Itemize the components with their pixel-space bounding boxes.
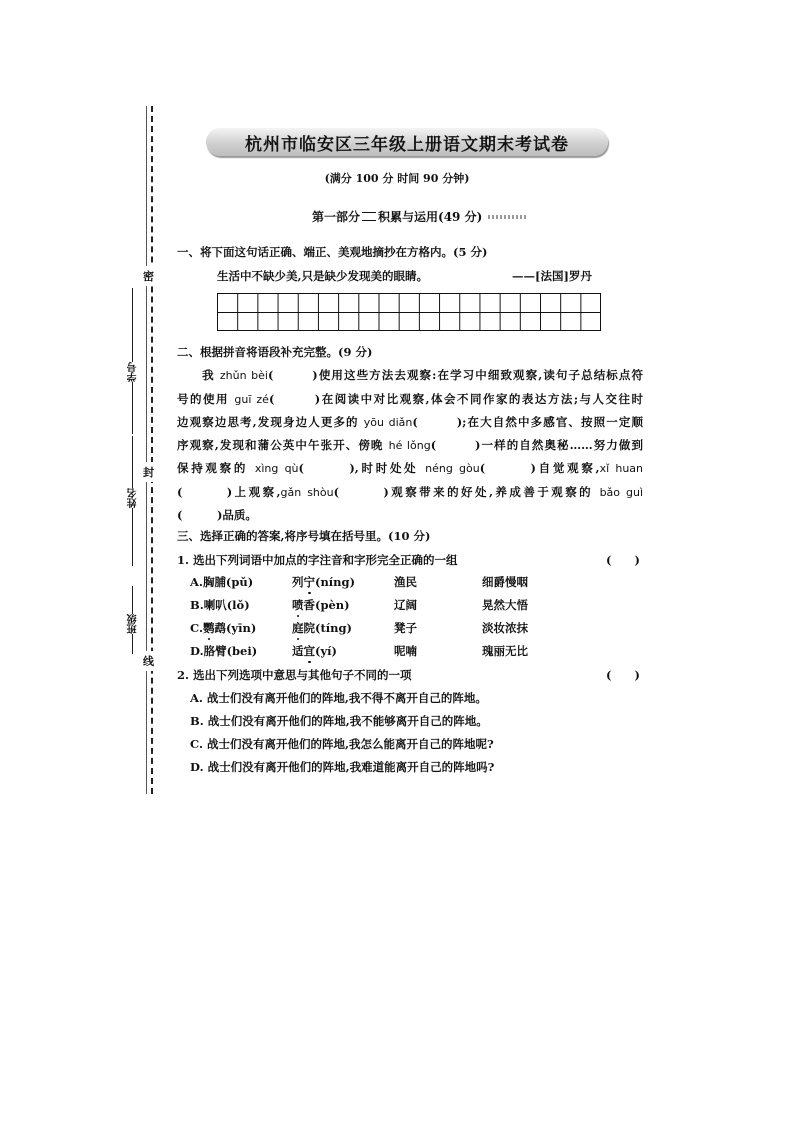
q2-text-segment: ( )一样的自然奥秘……努力做到 (430, 438, 643, 452)
option-text: (níng) (315, 575, 356, 589)
dotted-character: 喷 (292, 598, 304, 612)
student-id-field[interactable] (126, 288, 140, 434)
q2-passage-line (177, 367, 643, 383)
option-text: 晃然大悟 (482, 598, 528, 612)
student-name-field[interactable] (126, 436, 140, 566)
exam-subtitle: (满分 100 分 时间 90 分钟) (324, 172, 470, 185)
option-word (190, 620, 292, 636)
option-word (292, 620, 394, 636)
option-text: (yí) (315, 644, 337, 658)
q2-text-segment: ( )自觉观察, (479, 461, 600, 475)
q2-passage-line (177, 437, 643, 453)
q2-pinyin: xǐ huan (599, 462, 643, 475)
q2-text-segment: 保持观察的 (177, 461, 255, 475)
option-text: 院 (303, 621, 315, 635)
option-word (394, 597, 482, 613)
q3-2-option: D. 战士们没有离开他们的阵地,我难道能离开自己的阵地吗? (190, 760, 495, 774)
option-text: 凳子 (394, 621, 417, 635)
q2-pinyin: guī zé (234, 393, 269, 406)
option-text: 呢喃 (394, 644, 417, 658)
class-line-lower (132, 634, 133, 654)
option-text: C. (190, 621, 203, 635)
q3-1-option-row (190, 597, 602, 613)
student-id-line-lower (132, 382, 133, 434)
option-word (482, 620, 602, 636)
class-line (132, 586, 133, 614)
q2-passage-line (177, 391, 643, 407)
q2-text-segment: ( )观察带来的好处,养成善于观察的 (333, 485, 600, 499)
option-text: 瑰丽无比 (482, 644, 528, 658)
q2-passage-line (177, 507, 643, 523)
q2-pinyin: néng gòu (425, 462, 480, 475)
option-text: 细爵慢咽 (482, 575, 528, 589)
part-divider-icon (362, 212, 376, 221)
dotted-character: 庭 (292, 621, 304, 635)
option-word (292, 597, 394, 613)
q2-text-segment: 号的使用 (177, 392, 235, 406)
binding-dashed-line (151, 106, 153, 794)
option-text: 喇 (203, 598, 216, 612)
option-word (190, 574, 292, 590)
part-tail-decoration (488, 215, 528, 219)
q1-quote: 生活中不缺少美,只是缺少发现美的眼睛。 (217, 269, 429, 283)
student-id-line (132, 288, 133, 362)
q2-pinyin: xìng qù (254, 462, 299, 475)
title-banner (206, 128, 608, 156)
q3-1-option-row (190, 643, 602, 659)
dotted-character: 宜 (303, 644, 315, 658)
option-text: 辽阔 (394, 598, 417, 612)
q2-pinyin: hé lǒng (388, 439, 431, 452)
binding-edge-line (146, 106, 147, 794)
q2-text-segment: ( )品质。 (177, 508, 257, 522)
q2-text-segment: ( );在大自然中多感官、按照一定顺 (412, 415, 643, 429)
option-text: (tíng) (315, 621, 352, 635)
option-text: 胳 (203, 644, 216, 658)
q2-text-segment: ( )上观察, (177, 485, 281, 499)
option-word (482, 574, 602, 590)
option-word (190, 597, 292, 613)
option-word (394, 620, 482, 636)
dotted-character: 宁 (303, 575, 315, 589)
q3-1-stem: 1. 选出下列词语中加点的字注音和字形完全正确的一组 (177, 553, 458, 567)
binding-mark-mi: 密 (143, 266, 154, 286)
binding-mark-xian: 线 (143, 651, 154, 671)
option-text: 适 (292, 644, 304, 658)
option-text: 列 (292, 575, 304, 589)
part-prefix: 第一部分 (312, 210, 361, 224)
q3-1-option-row (190, 574, 602, 590)
q2-pinyin: bǎo guì (599, 486, 643, 499)
option-text: 臂(bei) (215, 644, 258, 658)
option-word (292, 574, 394, 590)
option-word (482, 597, 602, 613)
q3-2-answer-blank[interactable]: ( ) (606, 668, 640, 682)
exam-title: 杭州市临安区三年级上册语文期末考试卷 (245, 134, 569, 155)
class-field[interactable] (126, 586, 140, 654)
option-text: D. (190, 644, 204, 658)
option-text: 脯(pǔ) (214, 575, 254, 589)
option-text: 淡妆浓抹 (482, 621, 528, 635)
q3-1-answer-blank[interactable]: ( ) (606, 553, 640, 567)
q2-text-segment: ( ),时时处处 (298, 461, 426, 475)
q2-text-segment: ( )使用这些方法去观察:在学习中细致观察,读句子总结标点符 (267, 368, 643, 382)
dotted-character: 鹦 (202, 621, 215, 635)
q3-2-option: C. 战士们没有离开他们的阵地,我怎么能离开自己的阵地呢? (190, 737, 494, 751)
part-title: 积累与运用(49 分) (378, 210, 483, 224)
q2-heading: 二、根据拼音将语段补充完整。(9 分) (177, 345, 373, 359)
q2-pinyin: zhǔn bèi (219, 369, 268, 382)
q1-heading: 一、将下面这句话正确、端正、美观地摘抄在方格内。(5 分) (177, 245, 488, 259)
q2-text-segment: ( )在阅读中对比观察,体会不同作家的表达方法;与人交往时 (268, 392, 643, 406)
option-text: 渔民 (394, 575, 417, 589)
class-label: 班级 (128, 614, 139, 634)
q2-text-segment: 序观察,发现和蒲公英中午张开、傍晚 (177, 438, 389, 452)
option-text: 叭(lǒ) (215, 598, 250, 612)
option-word (482, 643, 602, 659)
option-word (292, 643, 394, 659)
q2-passage-line (177, 484, 643, 500)
q2-passage-line (177, 460, 643, 476)
q3-2-option: A. 战士们没有离开他们的阵地,我不得不离开自己的阵地。 (190, 691, 487, 705)
q3-1-option-row (190, 620, 602, 636)
student-name-label: 姓名 (128, 488, 139, 508)
option-word (190, 643, 292, 659)
q2-pinyin: gǎn shòu (280, 486, 334, 499)
q2-text-segment: 我 (177, 368, 220, 382)
option-text: 胸 (202, 575, 215, 589)
q1-source: ——[法国]罗丹 (512, 269, 592, 283)
option-word (394, 643, 482, 659)
option-text: A. (190, 575, 203, 589)
writing-grid[interactable] (217, 293, 601, 331)
student-name-line (132, 436, 133, 488)
q3-2-stem: 2. 选出下列选项中意思与其他句子不同的一项 (177, 668, 412, 682)
q2-text-segment: 边观察边思考,发现身边人更多的 (177, 415, 364, 429)
option-text: B. (190, 598, 204, 612)
q2-pinyin: yōu diǎn (363, 416, 413, 429)
q3-2-option: B. 战士们没有离开他们的阵地,我不能够离开自己的阵地。 (190, 714, 488, 728)
q2-passage-line (177, 414, 643, 430)
q3-heading: 三、选择正确的答案,将序号填在括号里。(10 分) (177, 529, 431, 543)
student-id-label: 学号 (128, 362, 139, 382)
student-name-line-lower (132, 508, 133, 566)
option-text: 香(pèn) (303, 598, 350, 612)
option-word (394, 574, 482, 590)
part-heading (312, 208, 528, 225)
binding-mark-feng: 封 (143, 462, 154, 482)
option-text: 鹉(yīn) (214, 621, 257, 635)
